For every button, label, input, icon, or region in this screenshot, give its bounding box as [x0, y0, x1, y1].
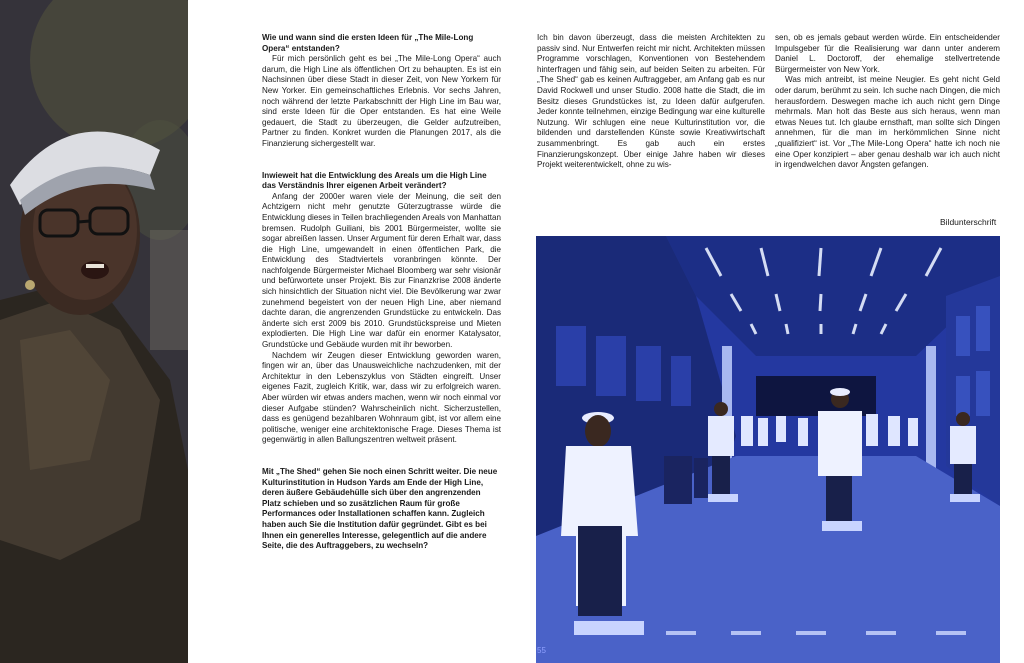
- question-2: Inwieweit hat die Entwicklung des Areals um die High Line das Verständnis Ihrer eigenen Arbeit verändert?: [262, 170, 487, 191]
- image-caption: Bildunterschrift: [940, 217, 997, 227]
- answer-2-paragraph-2: Nachdem wir Zeugen dieser Entwicklung geworden waren, fingen wir an, über das Unausweichliche nachzudenken, mit der Architektur in den Lebenszyklus von Städten eingreift. Unser eigenes Fazit, zugleich Kritik, war, dass wir zu erfolgreich waren. Aber würden wir etwas anders machen, wenn wir noch einmal vor dieser Aufgabe stünden? Wahrscheinlich nicht. Sicherzustellen, dass es genügend bezahlbaren Wohnraum gibt, ist vor allem eine politische, weniger eine architektonische Frage. Dieses Thema ist gegenwärtig in allen Ballungszentren weltweit präsent.: [262, 350, 501, 445]
- answer-2-paragraph-1: Anfang der 2000er waren viele der Meinung, die seit den Achtzigern nicht mehr genutzte Güterzugtrasse würde die Entwicklung dieses in Teilen brachliegenden Areals von Manhattan bremsen. Rudolph Guiliani, bis 2001 Bürgermeister, wollte sie sogar abreißen lassen. Unser Argument für deren Erhalt war, dass die High Line, umgewandelt in einen öffentlichen Park, die Entwicklung des Stadtviertels voranbringen könnte. Der nachfolgende Bürgermeister Michael Bloomberg war sehr visionär und befürwortete unser Projekt. Bis zur Finanzkrise 2008 änderte sich hinsichtlich der Situation nicht viel. Die Bevölkerung war zwar zunehmend begeistert von der neuen High Line, aber niemand dachte daran, die angrenzenden Grundstücke zu entwickeln. Das änderte sich erst 2009 bis 2010. Grundstückspreise und Mieten explodierten. Die High Line war dafür ein enormer Katalysator, Grundstücke und Gebäude wurden mit ihr beworben.: [262, 191, 501, 350]
- text-column-1: [262, 33, 501, 552]
- page-number: 55: [537, 646, 546, 655]
- question-3: Mit „The Shed“ gehen Sie noch einen Schritt weiter. Die neue Kulturinstitution in Hudson Yards am Ende der High Line, deren äußere Gebäudehülle sich über den angrenzenden Platz schieben und so zusätzlichen Raum für große Performances oder Installationen schaffen kann. Zugleich haben auch Sie die Institution dafür gegründet. Gibt es bei Ihnen ein generelles Interesse, gelegentlich auf die andere Seite, die des Auftraggebers, zu wechseln?: [262, 466, 498, 551]
- text-column-3: [775, 33, 1000, 171]
- portrait-photo: [0, 0, 188, 663]
- answer-3-paragraph-3: Was mich antreibt, ist meine Neugier. Es geht nicht Geld oder darum, berühmt zu sein. Ich suche nach Dingen, die mich herausfordern. Deswegen mache ich auch nicht gern Dinge mehrmals. Man holt das Beste aus sich heraus, wenn man etwas Neues tut. Ich glaube ernsthaft, man sollte sich Dingen annehmen, für die man im herkömmlichen Sinne nicht „qualifiziert“ ist. Vor „The Mile-Long Opera“ hatte ich noch nie eine Oper konzipiert – aber genau deshalb war ich auch nicht in irgendwelchen davor Ängsten gefangen.: [775, 75, 1000, 170]
- answer-3-paragraph-2: sen, ob es jemals gebaut werden würde. Ein entscheidender Impulsgeber für die Realisierung war dann unter anderem Daniel L. Doctoroff, der ehemalige stellvertretende Bürgermeister von New York.: [775, 33, 1000, 74]
- question-1: Wie und wann sind die ersten Ideen für „The Mile-Long Opera“ entstanden?: [262, 33, 474, 53]
- text-column-2: [537, 33, 765, 171]
- answer-1: Für mich persönlich geht es bei „The Mile-Long Opera“ auch darum, die High Line als öffentlichen Ort zu behaupten. Es ist ein Nachsinnen über diese Stadt in dieser Zeit, von New Yorkern für New Yorker. Ein gemeinschaftliches Erlebnis. Vor sechs Jahren, noch während der letzte Parkabschnitt der High Line im Bau war, sind erste Ideen für die Oper entstanden. Es hat eine Weile gedauert, die Stadt zu überzeugen, die Gelder aufzutreiben, Partner zu finden. Konkret wurden die Planungen 2017, als die Finanzierung sichergestellt war.: [262, 54, 501, 148]
- performance-photo: [536, 236, 1000, 663]
- answer-3-paragraph-1: Ich bin davon überzeugt, dass die meisten Architekten zu passiv sind. Nur Entwerfen reicht mir nicht. Architekten müssen Programme vorschlagen, Konventionen von Bestehendem hinterfragen und fähig sein, auf beiden Seiten zu arbeiten. Für „The Shed“ gab es keinen Auftraggeber, am Anfang gab es nur David Rockwell und unser Studio. 2008 hatte die Stadt, die im Besitz dieses Grundstückes ist, zu Ideen dafür aufgerufen. Jeder konnte teilnehmen, einzige Bedingung war eine kulturelle Nutzung. Wir schlugen eine neue Kulturinstitution vor, die bildenden und darstellenden Künste sowie Kreativwirtschaft zusammenbringt. Es gab auch ein erstes Finanzierungskonzept. Über einige Jahre haben wir dieses Projekt weiterentwickelt, ohne zu wis-: [537, 33, 765, 170]
